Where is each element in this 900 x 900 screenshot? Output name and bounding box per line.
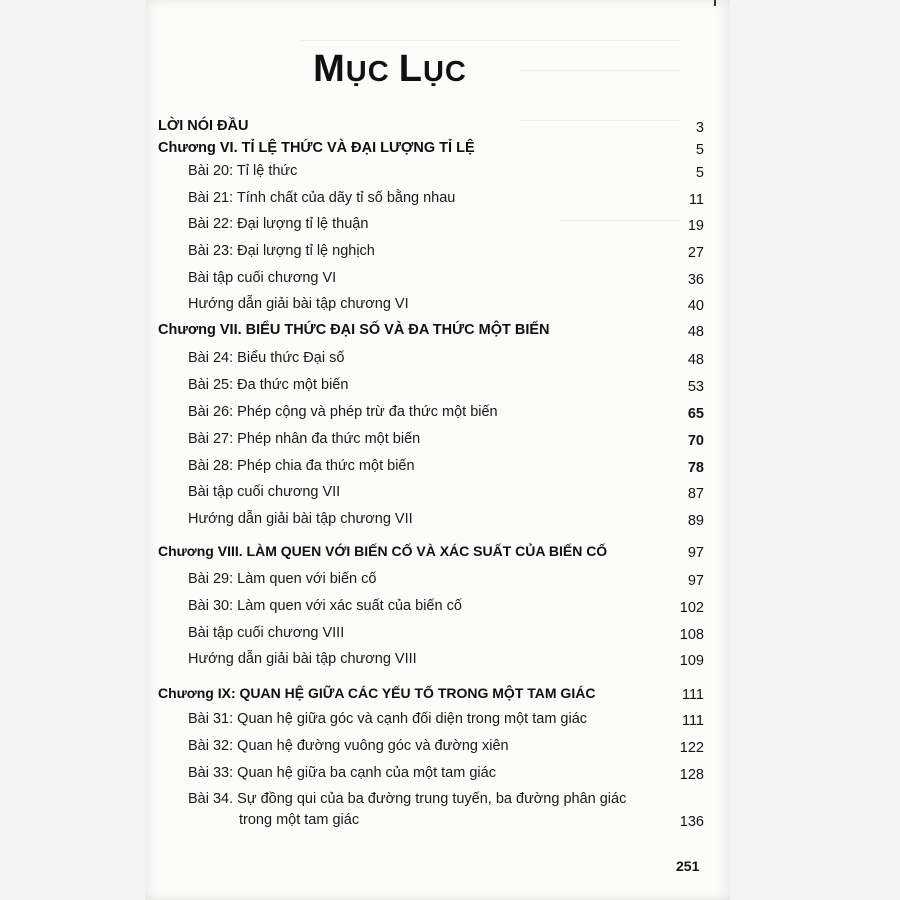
- toc-page-number: 78: [687, 460, 704, 476]
- toc-entry-title: Bài 25: Đa thức một biến: [188, 377, 349, 393]
- toc-page-number: 109: [679, 653, 704, 669]
- toc-page-number: 87: [687, 486, 704, 502]
- toc-page-number: 5: [695, 165, 704, 181]
- toc-entry-title: Bài 26: Phép cộng và phép trừ đa thức một biến: [188, 404, 498, 420]
- left-background: [0, 0, 145, 900]
- toc-page-number: 36: [687, 272, 704, 288]
- toc-chapter-title: Chương VI. TỈ LỆ THỨC VÀ ĐẠI LƯỢNG TỈ LỆ: [158, 140, 475, 156]
- toc-page-number: 97: [687, 545, 704, 561]
- toc-entry-title: Bài 33: Quan hệ giữa ba cạnh của một tam giác: [188, 765, 496, 781]
- page-number: 251: [676, 858, 700, 874]
- toc-page-number: 27: [687, 245, 704, 261]
- toc-page-number: 70: [687, 433, 704, 449]
- toc-page-number: 111: [681, 687, 704, 703]
- toc-page-number: 128: [679, 767, 704, 783]
- toc-entry-title: trong một tam giác: [239, 812, 360, 828]
- toc-page-number: 19: [687, 218, 704, 234]
- toc-entry-title: Bài 20: Tỉ lệ thức: [188, 163, 298, 179]
- toc-entry-title: Hướng dẫn giải bài tập chương VII: [188, 511, 413, 527]
- toc-page-number: 11: [688, 192, 704, 208]
- toc-entry-title: Hướng dẫn giải bài tập chương VI: [188, 296, 409, 312]
- toc-chapter-title: Chương VII. BIỂU THỨC ĐẠI SỐ VÀ ĐA THỨC MỘT BIẾN: [158, 322, 550, 338]
- toc-entry-title: Bài 29: Làm quen với biến cố: [188, 571, 377, 587]
- toc-entry-title: Bài 28: Phép chia đa thức một biến: [188, 458, 415, 474]
- toc-chapter-title: LỜI NÓI ĐẦU: [158, 118, 249, 134]
- toc-chapter-title: Chương VIII. LÀM QUEN VỚI BIẾN CỐ VÀ XÁC SUẤT CỦA BIẾN CỐ: [158, 543, 608, 559]
- toc-entry-title: Bài tập cuối chương VIII: [188, 625, 345, 641]
- toc-page-number: 3: [695, 120, 704, 136]
- toc-entry-title: Bài 22: Đại lượng tỉ lệ thuận: [188, 216, 369, 232]
- toc-page-number: 40: [687, 298, 704, 314]
- toc-page-number: 136: [679, 814, 704, 830]
- show-through-line: [560, 220, 680, 231]
- toc-page-number: 48: [687, 352, 704, 368]
- toc-entry-title: Bài 24: Biểu thức Đại số: [188, 350, 345, 366]
- toc-page-number: 111: [681, 713, 704, 729]
- show-through-line: [520, 120, 680, 131]
- toc-entry-title: Hướng dẫn giải bài tập chương VIII: [188, 651, 417, 667]
- page-corner-mark: [714, 0, 716, 6]
- toc-entry-title: Bài 32: Quan hệ đường vuông góc và đường xiên: [188, 738, 509, 754]
- toc-entry-title: Bài 27: Phép nhân đa thức một biến: [188, 431, 421, 447]
- toc-entry-title: Bài tập cuối chương VI: [188, 270, 337, 286]
- title-text: MỤC LỤC: [313, 48, 467, 90]
- toc-page-number: 102: [679, 600, 704, 616]
- toc-page-number: 53: [687, 379, 704, 395]
- toc-page-number: 89: [687, 513, 704, 529]
- toc-page-number: 108: [679, 627, 704, 643]
- toc-page-number: 48: [687, 324, 704, 340]
- toc-entry-title: Bài tập cuối chương VII: [188, 484, 341, 500]
- toc-page-number: 5: [695, 142, 704, 158]
- right-background: [730, 0, 900, 900]
- toc-entry-title: Bài 21: Tính chất của dãy tỉ số bằng nhau: [188, 190, 456, 206]
- toc-entry-title: Bài 34. Sự đồng qui của ba đường trung tuyến, ba đường phân giác: [188, 791, 627, 807]
- toc-page-number: 122: [679, 740, 704, 756]
- toc-entry-title: Bài 31: Quan hệ giữa góc và cạnh đối diện trong một tam giác: [188, 711, 588, 727]
- page-title: [150, 48, 630, 91]
- toc-page-number: 97: [687, 573, 704, 589]
- toc-page-number: 65: [687, 406, 704, 422]
- toc-entry-title: Bài 30: Làm quen với xác suất của biến cố: [188, 598, 462, 614]
- toc-chapter-title: Chương IX: QUAN HỆ GIỮA CÁC YẾU TỐ TRONG MỘT TAM GIÁC: [158, 685, 596, 701]
- toc-entry-title: Bài 23: Đại lượng tỉ lệ nghịch: [188, 243, 375, 259]
